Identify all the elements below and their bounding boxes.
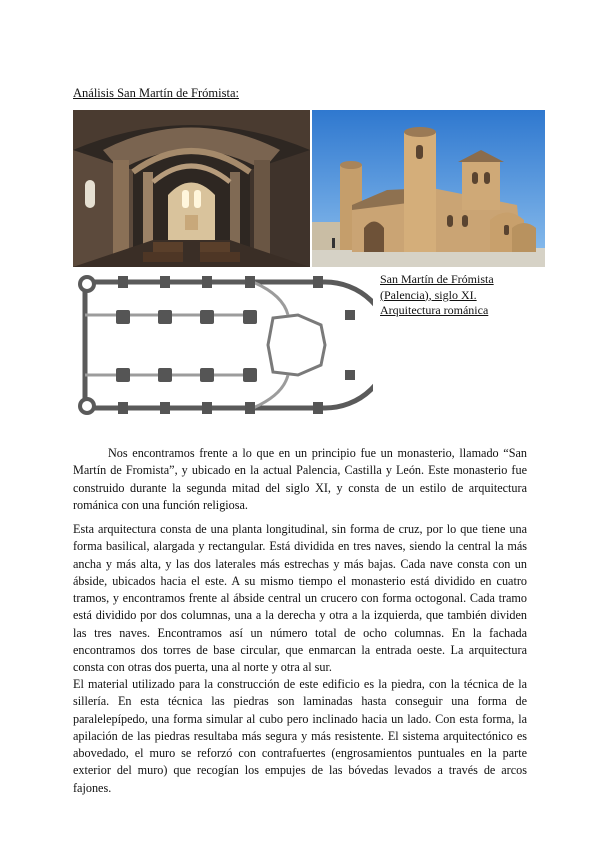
paragraph-structure: Esta arquitectura consta de una planta longitudinal, sin forma de cruz, por lo que tiene una forma basilical, alargada y rectangular. Está dividida en tres naves, siendo la central la más ancha y más alta, y las dos laterales más estrechas y más bajas. Cada nave consta con un ábside, ubicados hacia el este. A su mismo tiempo el monasterio está dividido en cuatro tramos, y encontramos frente al ábside central un crucero con forma octogonal. Cada tramo está dividido por dos columnas, una a la derecha y otra a la izquierda, que también dividen las tres naves. Encontramos así un número total de ocho columnas. En la fachada encontramos dos torres de base circular, que enmarcan la entrada oeste. La arquitectura consta con otras dos puerta, una al norte y otra al sur. [73, 522, 527, 675]
image-caption [380, 272, 520, 319]
paragraph-materials: El material utilizado para la construcción de este edificio es la piedra, con la técnica de la sillería. En esta técnica las piedras son laminadas hasta conseguir una forma de paralelepípedo, una forma simular al cubo pero inclinado hacia un lado. Con esta forma, la apilación de las piedras resultaba más segura y más resistente. El sistema arquitectónico es abovedado, el muro se reforzó con contrafuertes (engrosamientos puntuales en la parte exterior del muro) que recogían los empujes de las bóvedas levados a través de arcos fajones. [73, 677, 527, 795]
document-title: Análisis San Martín de Frómista: [73, 86, 239, 100]
caption-line: (Palencia), siglo XI. [380, 287, 477, 302]
church-interior-photo [73, 110, 310, 267]
paragraph-introduction: Nos encontramos frente a lo que en un principio fue un monasterio, llamado “San Martín de Fromista”, y ubicado en la actual Palencia, Castilla y León. Este monasterio fue construido durante la segunda mitad del siglo XI, y consta de un estilo de arquitectura románica con una función religiosa. [73, 446, 527, 512]
church-exterior-photo [312, 110, 545, 267]
caption-line: Arquitectura románica [380, 303, 489, 317]
floor-plan-diagram [73, 270, 373, 420]
caption-line: San Martín de Frómista [380, 272, 494, 286]
